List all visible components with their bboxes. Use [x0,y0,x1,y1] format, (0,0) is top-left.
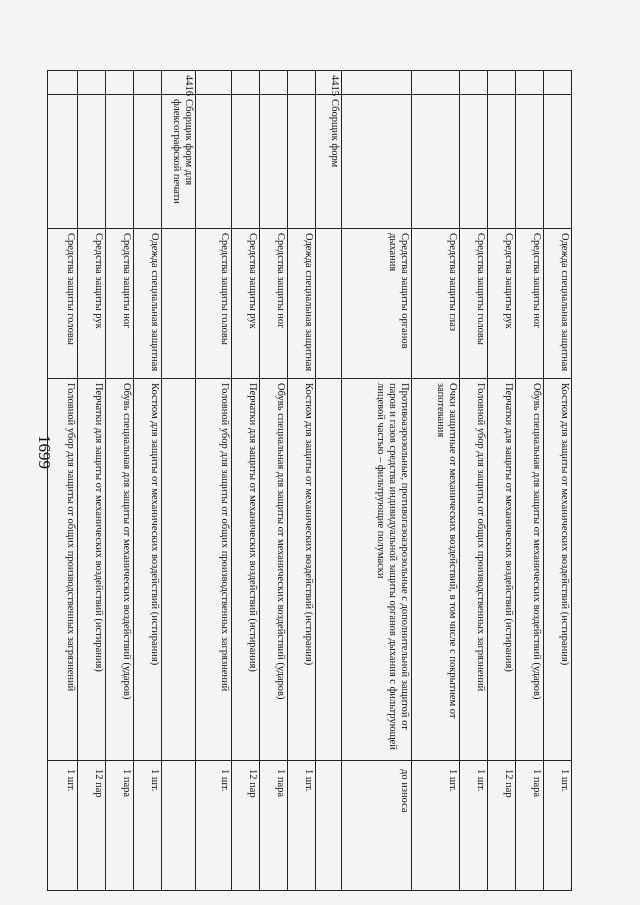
row-profession [260,95,288,229]
row-code [488,71,516,95]
table-row [316,71,342,891]
row-code [48,71,78,95]
row-ppe-item: Перчатки для защиты от механических воздействий (истирания) [232,379,260,761]
row-profession [516,95,544,229]
table-row [412,71,460,891]
row-ppe-type: Средства защиты глаз [412,229,460,379]
row-ppe-type: Средства защиты рук [232,229,260,379]
row-norm [316,761,342,891]
row-norm: 1 пара [106,761,134,891]
row-ppe-item: Обувь специальная для защиты от механических воздействий (ударов) [106,379,134,761]
row-ppe-type: Средства защиты ног [106,229,134,379]
row-profession [134,95,162,229]
ppe-table [47,70,572,891]
row-profession [412,95,460,229]
row-ppe-type: Средства защиты рук [488,229,516,379]
row-ppe-item: Головной убор для защиты от общих производственных загрязнений [196,379,232,761]
table-row [516,71,544,891]
row-ppe-item [316,379,342,761]
row-code [288,71,316,95]
row-profession: Сборщик форм [316,95,342,229]
table-row [162,71,196,891]
row-ppe-item: Противоаэрозольные, противогазоаэрозольные с дополнительной защитой от паров и газов средства индивидуальной защиты органов дыхания с фильтрующей лицевой частью – фильтрующие полумаски [342,379,412,761]
row-ppe-item: Костюм для защиты от механических воздействий (истирания) [134,379,162,761]
row-code [196,71,232,95]
row-code [78,71,106,95]
row-code [516,71,544,95]
row-code [460,71,488,95]
row-norm: до износа [342,761,412,891]
row-norm: 1 шт. [48,761,78,891]
row-code [106,71,134,95]
ppe-table-body [48,71,572,891]
row-ppe-type: Средства защиты головы [460,229,488,379]
row-ppe-item: Очки защитные от механических воздействий, в том числе с покрытием от запотевания [412,379,460,761]
row-ppe-item [162,379,196,761]
table-row [342,71,412,891]
row-norm: 1 шт. [460,761,488,891]
row-norm [162,761,196,891]
row-ppe-type: Средства защиты головы [196,229,232,379]
row-profession: Сборщик форм для флексографской печати [162,95,196,229]
row-ppe-item: Обувь специальная для защиты от механических воздействий (ударов) [516,379,544,761]
row-code [412,71,460,95]
row-profession [460,95,488,229]
row-ppe-item: Перчатки для защиты от механических воздействий (истирания) [488,379,516,761]
page-number: 1699 [35,435,54,469]
row-code [232,71,260,95]
table-row [232,71,260,891]
row-norm: 12 пар [232,761,260,891]
ppe-table-rotated [65,70,572,890]
table-row [78,71,106,891]
row-ppe-item: Перчатки для защиты от механических воздействий (истирания) [78,379,106,761]
row-code [342,71,412,95]
row-profession [78,95,106,229]
row-ppe-type: Средства защиты органов дыхания [342,229,412,379]
row-norm: 1 пара [260,761,288,891]
row-code: 4416 [162,71,196,95]
row-ppe-type [162,229,196,379]
table-row [488,71,516,891]
row-profession [196,95,232,229]
row-norm: 1 шт. [134,761,162,891]
row-profession [288,95,316,229]
row-norm: 1 шт. [196,761,232,891]
table-row [196,71,232,891]
row-code [134,71,162,95]
row-ppe-type: Одежда специальная защитная [544,229,572,379]
row-norm: 1 шт. [412,761,460,891]
row-ppe-type: Средства защиты головы [48,229,78,379]
table-row [48,71,78,891]
row-ppe-type: Одежда специальная защитная [134,229,162,379]
table-row [260,71,288,891]
row-ppe-type [316,229,342,379]
table-row [106,71,134,891]
table-row [134,71,162,891]
row-code [260,71,288,95]
table-row [288,71,316,891]
row-norm: 1 шт. [288,761,316,891]
row-profession [48,95,78,229]
row-ppe-item: Обувь специальная для защиты от механических воздействий (ударов) [260,379,288,761]
row-ppe-item: Костюм для защиты от механических воздействий (истирания) [288,379,316,761]
row-norm: 1 шт. [544,761,572,891]
row-profession [544,95,572,229]
row-ppe-item: Костюм для защиты от механических воздействий (истирания) [544,379,572,761]
row-code [544,71,572,95]
row-norm: 1 пара [516,761,544,891]
row-norm: 12 пар [488,761,516,891]
row-ppe-item: Головной убор для защиты от общих производственных загрязнений [48,379,78,761]
row-ppe-type: Средства защиты рук [78,229,106,379]
row-ppe-item: Головной убор для защиты от общих производственных загрязнений [460,379,488,761]
row-profession [488,95,516,229]
row-code: 4415 [316,71,342,95]
table-row [460,71,488,891]
row-ppe-type: Средства защиты ног [260,229,288,379]
row-profession [106,95,134,229]
row-ppe-type: Средства защиты ног [516,229,544,379]
row-ppe-type: Одежда специальная защитная [288,229,316,379]
table-row [544,71,572,891]
row-profession [232,95,260,229]
row-norm: 12 пар [78,761,106,891]
row-profession [342,95,412,229]
